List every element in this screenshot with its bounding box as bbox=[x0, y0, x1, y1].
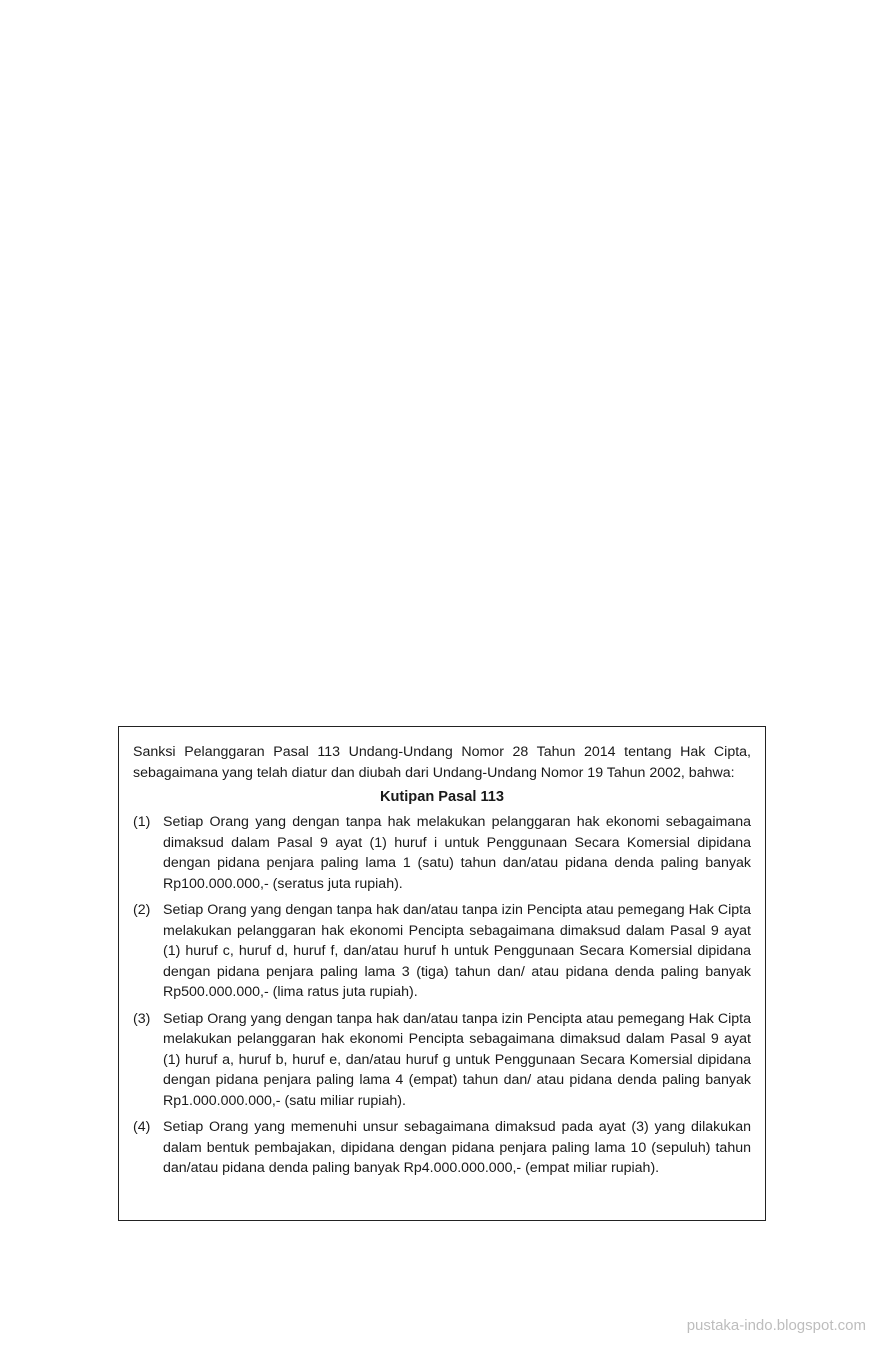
clause-number: (1) bbox=[133, 814, 151, 830]
copyright-notice-box bbox=[118, 726, 766, 1221]
clause-text: Setiap Orang yang dengan tanpa hak dan/atau tanpa izin Pencipta atau pemegang Hak Cipta melakukan pelanggaran hak ekonomi Pencipta sebagaimana dimaksud dalam Pasal 9 ayat (1) huruf c, huruf d, huruf f, dan/atau huruf h untuk Penggunaan Secara Komersial dipidana dengan pidana penjara paling lama 3 (tiga) tahun dan/ atau pidana denda paling banyak Rp500.000.000,- (lima ratus juta rupiah). bbox=[163, 902, 751, 1000]
clause-text: Setiap Orang yang dengan tanpa hak melakukan pelanggaran hak ekonomi sebagaimana dimaksud dalam Pasal 9 ayat (1) huruf i untuk Penggunaan Secara Komersial dipidana dengan pidana penjara paling lama 1 (satu) tahun dan/atau pidana denda paling banyak Rp100.000.000,- (seratus juta rupiah). bbox=[163, 814, 751, 892]
clause-number: (2) bbox=[133, 902, 151, 918]
notice-heading: Kutipan Pasal 113 bbox=[379, 789, 505, 805]
clause-item bbox=[133, 1009, 751, 1112]
watermark-text: pustaka-indo.blogspot.com bbox=[686, 1317, 866, 1334]
clause-text: Setiap Orang yang dengan tanpa hak dan/atau tanpa izin Pencipta atau pemegang Hak Cipta melakukan pelanggaran hak ekonomi Pencipta sebagaimana dimaksud dalam Pasal 9 ayat (1) huruf a, huruf b, huruf e, dan/atau huruf g untuk Penggunaan Secara Komersial dipidana dengan pidana penjara paling lama 4 (empat) tahun dan/ atau pidana denda paling banyak Rp1.000.000.000,- (satu miliar rupiah). bbox=[163, 1010, 751, 1109]
clause-number: (3) bbox=[133, 1010, 151, 1027]
clause-item bbox=[133, 1117, 751, 1179]
clause-item bbox=[133, 900, 751, 1003]
notice-intro: Sanksi Pelanggaran Pasal 113 Undang-Undang Nomor 28 Tahun 2014 tentang Hak Cipta, sebagaimana yang telah diatur dan diubah dari Undang-Undang Nomor 19 Tahun 2002, bahwa: bbox=[133, 744, 751, 781]
clause-list bbox=[133, 812, 751, 1179]
clause-item bbox=[133, 812, 751, 894]
clause-text: Setiap Orang yang memenuhi unsur sebagaimana dimaksud pada ayat (3) yang dilakukan dalam bentuk pembajakan, dipidana dengan pidana penjara paling lama 10 (sepuluh) tahun dan/atau pidana denda paling banyak Rp4.000.000.000,- (empat miliar rupiah). bbox=[163, 1119, 751, 1176]
clause-number: (4) bbox=[133, 1119, 151, 1135]
